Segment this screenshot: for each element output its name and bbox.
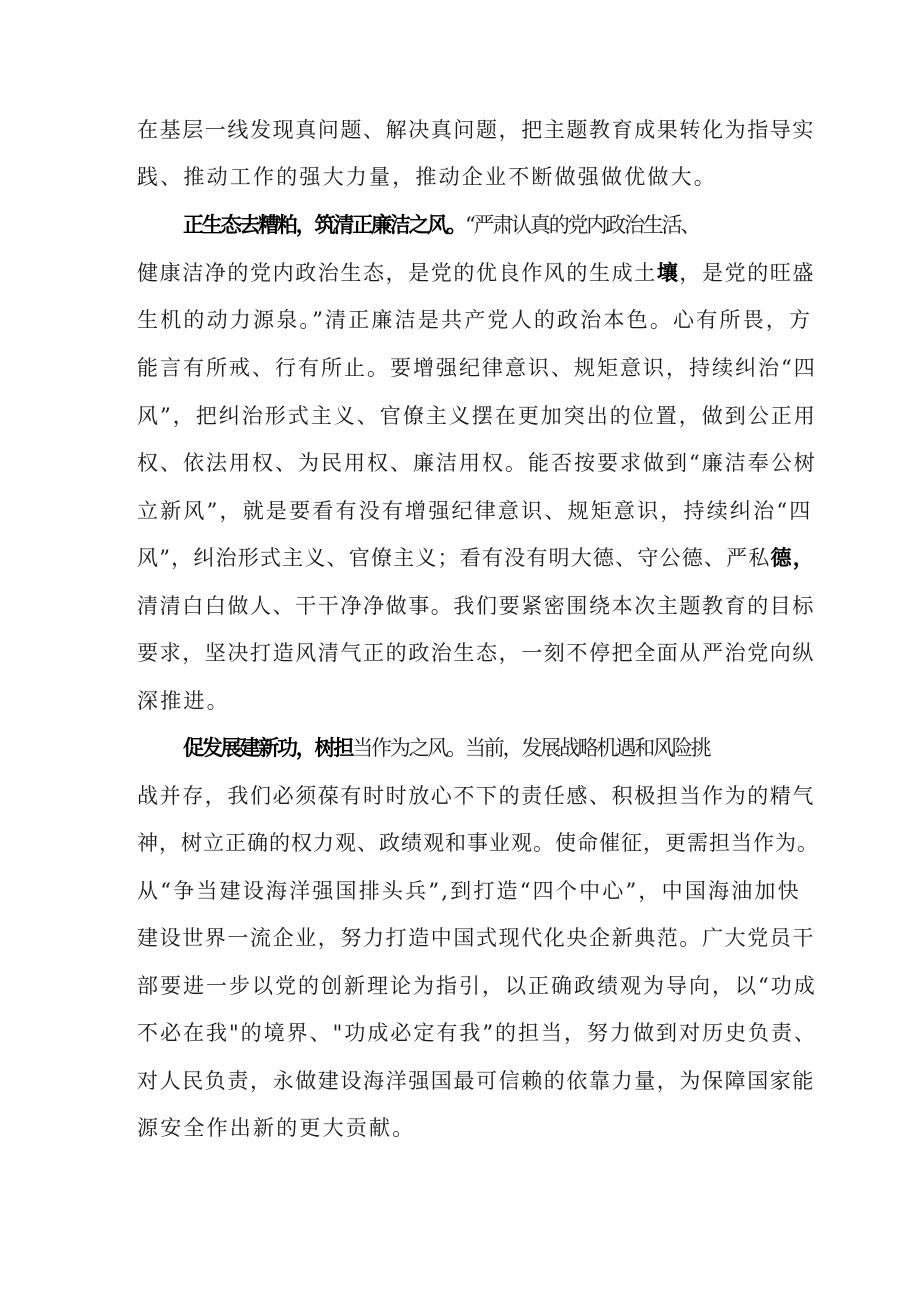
bold-character: 德: [770, 545, 793, 570]
paragraph-line: 神，树立正确的权力观、政绩观和事业观。使命催征，更需担当作为。: [137, 831, 819, 855]
paragraph-line: 部要进一步以党的创新理论为指引，以正确政绩观为导向，以“功成: [137, 974, 817, 998]
paragraph-line: 立新风”，就是要看有没有增强纪律意识、规矩意识，持续纠治“四: [137, 499, 813, 523]
paragraph-line: 深推进。: [137, 689, 230, 713]
paragraph-line: 生机的动力源泉。”清正廉洁是共产党人的政治本色。心有所畏，方: [137, 308, 813, 332]
paragraph-text: ，: [792, 545, 815, 570]
paragraph-line: 建设世界一流企业，努力打造中国式现代化央企新典范。广大党员干: [137, 926, 815, 950]
section-heading: 正生态去糟粕，筑清正廉洁之风。: [183, 212, 465, 237]
paragraph-text: 风”，纠治形式主义、官僚主义；看有没有明大德、守公德、严私: [137, 546, 771, 570]
paragraph-line: 不必在我"的境界、"功成必定有我”的担当，努力做到对历史负责、: [137, 1021, 818, 1045]
paragraph-text: 健康洁净的党内政治生态，是党的优良作风的生成土: [137, 261, 657, 285]
paragraph-line: 在基层一线发现真问题、解决真问题，把主题教育成果转化为指导实: [137, 118, 815, 142]
section-heading-line: [183, 728, 863, 768]
paragraph-line: 践、推动工作的强大力量，推动企业不断做强做优做大。: [137, 165, 717, 189]
bold-character: 壤: [656, 260, 680, 285]
paragraph-line: [137, 538, 817, 578]
paragraph-line: 要求，坚决打造风清气正的政治生态，一刻不停把全面从严治党向纵: [137, 641, 815, 665]
paragraph-text: 当作为之风。当前，发展战略机遇和风险挑: [352, 736, 710, 760]
paragraph-line: 源安全作出新的更大贡献。: [137, 1116, 416, 1140]
paragraph-line: 战并存，我们必须葆有时时放心不下的责任感、积极担当作为的精气: [137, 784, 815, 808]
paragraph-line: [137, 253, 817, 293]
section-heading-line: [183, 205, 863, 245]
paragraph-line: 能言有所戒、行有所止。要增强纪律意识、规矩意识，持续纠治“四: [137, 356, 817, 380]
section-heading: 促发展建新功，树担: [183, 735, 353, 760]
paragraph-line: 清清白白做人、干干净净做事。我们要紧密围绕本次主题教育的目标: [137, 594, 815, 618]
paragraph-line: 从“争当建设海洋强国排头兵”,到打造“四个中心”，中国海油加快: [137, 879, 801, 903]
paragraph-text: “严肃认真的党内政治生活、: [465, 213, 700, 237]
paragraph-line: 对人民负责，永做建设海洋强国最可信赖的依靠力量，为保障国家能: [137, 1069, 815, 1093]
paragraph-line: 权、依法用权、为民用权、廉洁用权。能否按要求做到“廉洁奉公树: [137, 451, 817, 475]
paragraph-line: 风”，把纠治形式主义、官僚主义摆在更加突出的位置，做到公正用: [137, 404, 817, 428]
paragraph-text: ，是党的旺盛: [679, 261, 816, 285]
